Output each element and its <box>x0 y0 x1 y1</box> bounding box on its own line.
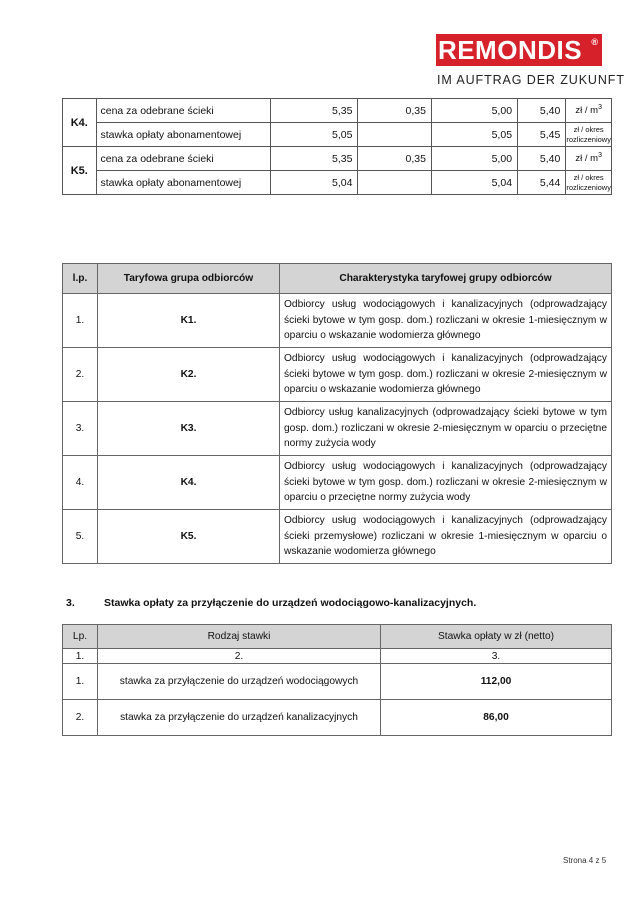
value-cell: 5,00 <box>431 147 517 171</box>
logo-tagline: IM AUFTRAG DER ZUKUNFT <box>437 73 625 87</box>
value-cell: 5,40 <box>518 147 566 171</box>
description-cell: Odbiorcy usług kanalizacyjnych (odprowadzający ścieki bytowe w tym gosp. dom.) rozliczani w okresie 2-miesięcznym w oparciu o przeciętne normy zużycia wody <box>280 402 612 456</box>
label-cell: stawka opłaty abonamentowej <box>96 171 271 195</box>
table-row <box>63 147 612 171</box>
table-row <box>63 402 612 456</box>
description-cell: Odbiorcy usług wodociągowych i kanalizacyjnych (odprowadzający ścieki bytowe w tym gosp. dom.) rozliczani w okresie 2-miesięcznym w oparciu o wskazanie wodomierza głównego <box>280 348 612 402</box>
table-row <box>63 99 612 123</box>
table-row <box>63 700 612 736</box>
header-lp: Lp. <box>63 625 98 649</box>
lp-cell: 5. <box>63 510 98 564</box>
header-rate-value: Stawka opłaty w zł (netto) <box>381 625 612 649</box>
table-row <box>63 294 612 348</box>
lp-cell: 3. <box>63 402 98 456</box>
unit-cell: zł / $m^3$ <box>566 147 612 171</box>
label-cell: cena za odebrane ścieki <box>96 147 271 171</box>
group-cell: K2. <box>98 348 280 402</box>
rate-value-cell: 86,00 <box>381 700 612 736</box>
value-cell <box>358 123 431 147</box>
group-cell: K5. <box>63 147 97 195</box>
customer-groups-table <box>62 263 612 564</box>
lp-cell: 2. <box>63 348 98 402</box>
value-cell: 5,35 <box>271 99 358 123</box>
unit-cell: zł / okres rozliczeniowy <box>566 171 612 195</box>
page-number: Strona 4 z 5 <box>563 856 607 865</box>
index-cell: 2. <box>98 649 381 664</box>
table-row <box>63 664 612 700</box>
index-cell: 1. <box>63 649 98 664</box>
index-cell: 3. <box>381 649 612 664</box>
value-cell: 5,44 <box>518 171 566 195</box>
connection-rates-table <box>62 624 612 736</box>
group-cell: K3. <box>98 402 280 456</box>
rate-kind-cell: stawka za przyłączenie do urządzeń wodociągowych <box>98 664 381 700</box>
registered-mark: ® <box>591 37 598 47</box>
table-header-row <box>63 625 612 649</box>
value-cell: 5,04 <box>431 171 517 195</box>
lp-cell: 1. <box>63 664 98 700</box>
value-cell <box>358 171 431 195</box>
table-row <box>63 171 612 195</box>
value-cell: 5,45 <box>518 123 566 147</box>
unit-cell: zł / $m^3$ <box>566 99 612 123</box>
tariff-table <box>62 98 612 195</box>
rate-value-cell: 112,00 <box>381 664 612 700</box>
value-cell: 0,35 <box>358 147 431 171</box>
table-row <box>63 123 612 147</box>
remondis-logo <box>436 34 602 66</box>
lp-cell: 2. <box>63 700 98 736</box>
description-cell: Odbiorcy usług wodociągowych i kanalizacyjnych (odprowadzający ścieki przemysłowe) rozliczani w okresie 1-miesięcznym w oparciu o wskazanie wodomierza głównego <box>280 510 612 564</box>
value-cell: 5,05 <box>271 123 358 147</box>
group-cell: K5. <box>98 510 280 564</box>
lp-cell: 1. <box>63 294 98 348</box>
value-cell: 0,35 <box>358 99 431 123</box>
group-cell: K4. <box>63 99 97 147</box>
group-cell: K1. <box>98 294 280 348</box>
table-row <box>63 456 612 510</box>
header-rate-kind: Rodzaj stawki <box>98 625 381 649</box>
table-row <box>63 510 612 564</box>
value-cell: 5,35 <box>271 147 358 171</box>
lp-cell: 4. <box>63 456 98 510</box>
header-group: Taryfowa grupa odbiorców <box>98 264 280 294</box>
section-number: 3. <box>66 597 75 609</box>
column-index-row <box>63 649 612 664</box>
rate-kind-cell: stawka za przyłączenie do urządzeń kanalizacyjnych <box>98 700 381 736</box>
table-header-row <box>63 264 612 294</box>
unit-cell: zł / okres rozliczeniowy <box>566 123 612 147</box>
description-cell: Odbiorcy usług wodociągowych i kanalizacyjnych (odprowadzający ścieki bytowe w tym gosp. dom.) rozliczani w okresie 1-miesięcznym w oparciu o wskazanie wodomierza głównego <box>280 294 612 348</box>
header-lp: l.p. <box>63 264 98 294</box>
value-cell: 5,40 <box>518 99 566 123</box>
description-cell: Odbiorcy usług wodociągowych i kanalizacyjnych (odprowadzający ścieki bytowe w tym gosp. dom.) rozliczani w okresie 2-miesięcznym w oparciu o przeciętne normy zużycia wody <box>280 456 612 510</box>
value-cell: 5,00 <box>431 99 517 123</box>
value-cell: 5,05 <box>431 123 517 147</box>
value-cell: 5,04 <box>271 171 358 195</box>
header-description: Charakterystyka taryfowej grupy odbiorców <box>280 264 612 294</box>
group-cell: K4. <box>98 456 280 510</box>
logo-text: REMONDIS <box>437 35 583 65</box>
label-cell: stawka opłaty abonamentowej <box>96 123 271 147</box>
table-row <box>63 348 612 402</box>
section-title: Stawka opłaty za przyłączenie do urządzeń wodociągowo-kanalizacyjnych. <box>104 597 477 609</box>
label-cell: cena za odebrane ścieki <box>96 99 271 123</box>
